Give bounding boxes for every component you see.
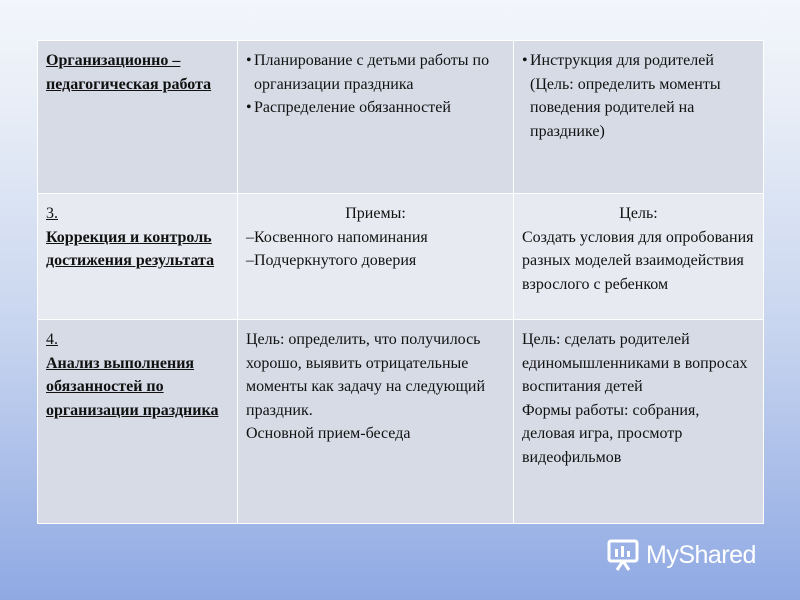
stage-heading: Организационно – педагогическая работа — [46, 52, 212, 93]
stage-number: 3. — [46, 205, 58, 222]
table-row — [38, 194, 764, 320]
presentation-board-icon — [606, 538, 640, 572]
stage-number: 4. — [46, 331, 58, 348]
myshared-logo — [606, 538, 756, 572]
stage-heading: Коррекция и контроль достижения результата — [46, 228, 215, 269]
tasks-cell — [238, 41, 514, 194]
goal-cell — [514, 194, 764, 320]
technique-item: –Подчеркнутого доверия — [246, 252, 417, 269]
plan-table — [37, 40, 764, 524]
stage-heading: Анализ выполнения обязанностей по организации праздника — [46, 354, 219, 419]
techniques-title: Приемы: — [345, 205, 406, 222]
stage-cell — [38, 194, 238, 320]
table-row — [38, 41, 764, 194]
parents-list — [522, 49, 755, 143]
goal-title: Цель: — [619, 205, 658, 222]
list-item: • Распределение обязанностей — [246, 96, 505, 120]
table-row — [38, 320, 764, 524]
logo-text: MyShared — [646, 540, 756, 569]
parents-cell — [514, 41, 764, 194]
stage-cell — [38, 41, 238, 194]
work-forms-text: Формы работы: собрания, деловая игра, просмотр видеофильмов — [522, 401, 700, 466]
parents-goal-text: Цель: сделать родителей единомышленниками в вопросах воспитания детей — [522, 331, 748, 395]
analysis-goal-text: Цель: определить, что получилось хорошо, выявить отрицательные моменты как задачу на следующий праздник. — [246, 331, 486, 419]
stage-cell — [38, 320, 238, 524]
parents-goal-cell — [514, 320, 764, 524]
list-item: • Планирование с детьми работы по организации праздника — [246, 49, 505, 96]
list-item: • Инструкция для родителей (Цель: определить моменты поведения родителей на празднике) — [522, 49, 755, 143]
techniques-cell — [238, 194, 514, 320]
goal-text: Создать условия для опробования разных моделей взаимодействия взрослого с ребенком — [522, 228, 754, 293]
analysis-method-text: Основной прием-беседа — [246, 425, 411, 442]
tasks-list — [246, 49, 505, 120]
technique-item: –Косвенного напоминания — [246, 228, 428, 246]
analysis-cell — [238, 320, 514, 524]
